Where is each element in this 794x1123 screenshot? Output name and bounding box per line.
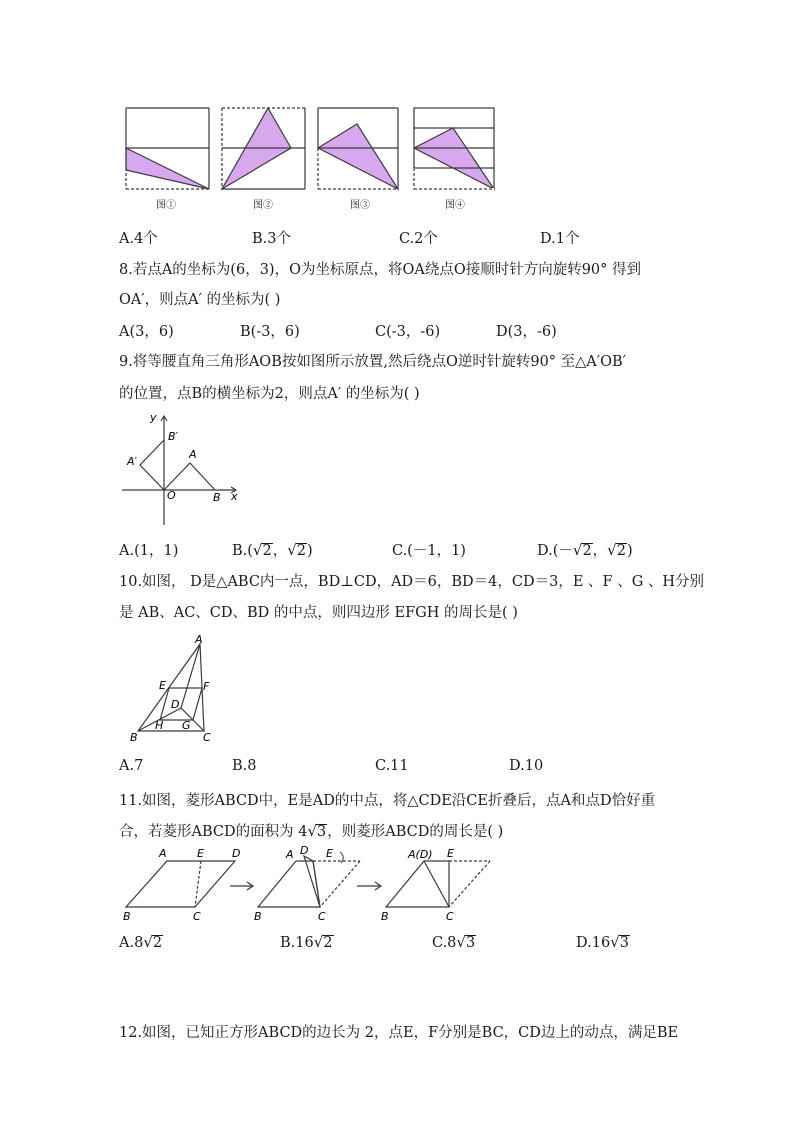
q11-f1-label-e: E — [197, 847, 204, 860]
q8-text-line1: 8.若点A的坐标为(6，3)，O为坐标原点，将OA绕点O接顺时针方向旋转90° 得到 — [119, 262, 642, 278]
q11-f1-label-b: B — [123, 910, 131, 923]
q10-label-c: C — [203, 731, 211, 744]
fig3-caption: 图③ — [350, 200, 370, 211]
q11-f3-label-ad: A(D) — [408, 848, 433, 861]
q10-label-h: H — [155, 719, 164, 732]
fig1-caption: 图① — [156, 200, 176, 211]
q9-text-line2: 的位置，点B的横坐标为2，则点A′ 的坐标为( ) — [119, 386, 420, 402]
q10-text-line2: 是 AB、AC、CD、BD 的中点，则四边形 EFGH 的周长是( ) — [119, 605, 518, 621]
q11-f1-label-c: C — [193, 910, 201, 923]
q7-option-b: B.3个 — [252, 231, 291, 247]
q11-text-line2: 合，若菱形ABCD的面积为 4√3，则菱形ABCD的周长是( ) — [119, 822, 504, 840]
q9-option-c: C.(－1，1) — [392, 543, 466, 559]
q11-f2-label-a: A — [286, 848, 294, 861]
q11-f2-label-e: E — [326, 847, 333, 860]
q9-label-o: O — [167, 489, 176, 502]
q11-option-d: D.16√3 — [576, 933, 629, 951]
q11-f3-label-e: E — [447, 847, 454, 860]
q11-option-c: C.8√3 — [432, 933, 476, 951]
q8-option-a: A(3，6) — [119, 324, 174, 340]
q10-label-d: D — [171, 698, 180, 711]
q9-text-line1: 9.将等腰直角三角形AOB按如图所示放置,然后绕点O逆时针旋转90° 至△A′OB′ — [119, 354, 626, 370]
q11-f2-label-b: B — [254, 910, 262, 923]
q8-text-line2: OA′，则点A′ 的坐标为( ) — [119, 292, 281, 308]
q10-label-f: F — [203, 680, 210, 693]
q11-text-line1: 11.如图，菱形ABCD中，E是AD的中点，将△CDE沿CE折叠后，点A和点D恰好重 — [119, 793, 656, 809]
q9-label-y: y — [150, 411, 157, 424]
q10-option-d: D.10 — [509, 758, 544, 774]
q12-text-line1: 12.如图，已知正方形ABCD的边长为 2，点E，F分别是BC，CD边上的动点，满足BE — [119, 1025, 679, 1041]
q11-f2-label-c: C — [318, 910, 326, 923]
q10-label-b: B — [130, 731, 138, 744]
q11-f3-label-b: B — [381, 910, 389, 923]
q10-text-line1: 10.如图， D是△ABC内一点，BD⊥CD，AD＝6，BD＝4，CD＝3，E 、F 、G 、H分别 — [119, 574, 705, 590]
q9-option-a: A.(1，1) — [119, 543, 179, 559]
q7-option-d: D.1个 — [540, 231, 580, 247]
q9-label-x: x — [231, 490, 238, 503]
q9-label-b: B — [213, 491, 221, 504]
q8-option-b: B(-3，6) — [240, 324, 300, 340]
q8-option-c: C(-3，-6) — [375, 324, 441, 340]
q10-option-b: B.8 — [232, 758, 257, 774]
q10-label-a: A — [195, 633, 203, 646]
q10-option-a: A.7 — [119, 758, 144, 774]
q7-option-a: A.4个 — [119, 231, 158, 247]
q9-option-d: D.(－√2，√2) — [537, 541, 633, 559]
q11-f1-label-d: D — [232, 847, 241, 860]
q11-option-b: B.16√2 — [280, 933, 333, 951]
q8-option-d: D(3，-6) — [496, 324, 557, 340]
q11-f3-label-c: C — [446, 910, 454, 923]
fig4-caption: 图④ — [445, 200, 465, 211]
q10-label-e: E — [159, 679, 166, 692]
q9-option-b: B.(√2，√2) — [232, 541, 313, 559]
q7-option-c: C.2个 — [399, 231, 438, 247]
q11-f2-label-d: D — [300, 844, 309, 857]
q11-f1-label-a: A — [159, 847, 167, 860]
q10-option-c: C.11 — [375, 758, 409, 774]
q10-label-g: G — [182, 719, 191, 732]
q11-option-a: A.8√2 — [119, 933, 163, 951]
q9-label-a: A — [189, 448, 197, 461]
q9-label-bprime: B′ — [168, 430, 179, 443]
fig2-caption: 图② — [253, 200, 273, 211]
q9-label-aprime: A′ — [127, 455, 138, 468]
